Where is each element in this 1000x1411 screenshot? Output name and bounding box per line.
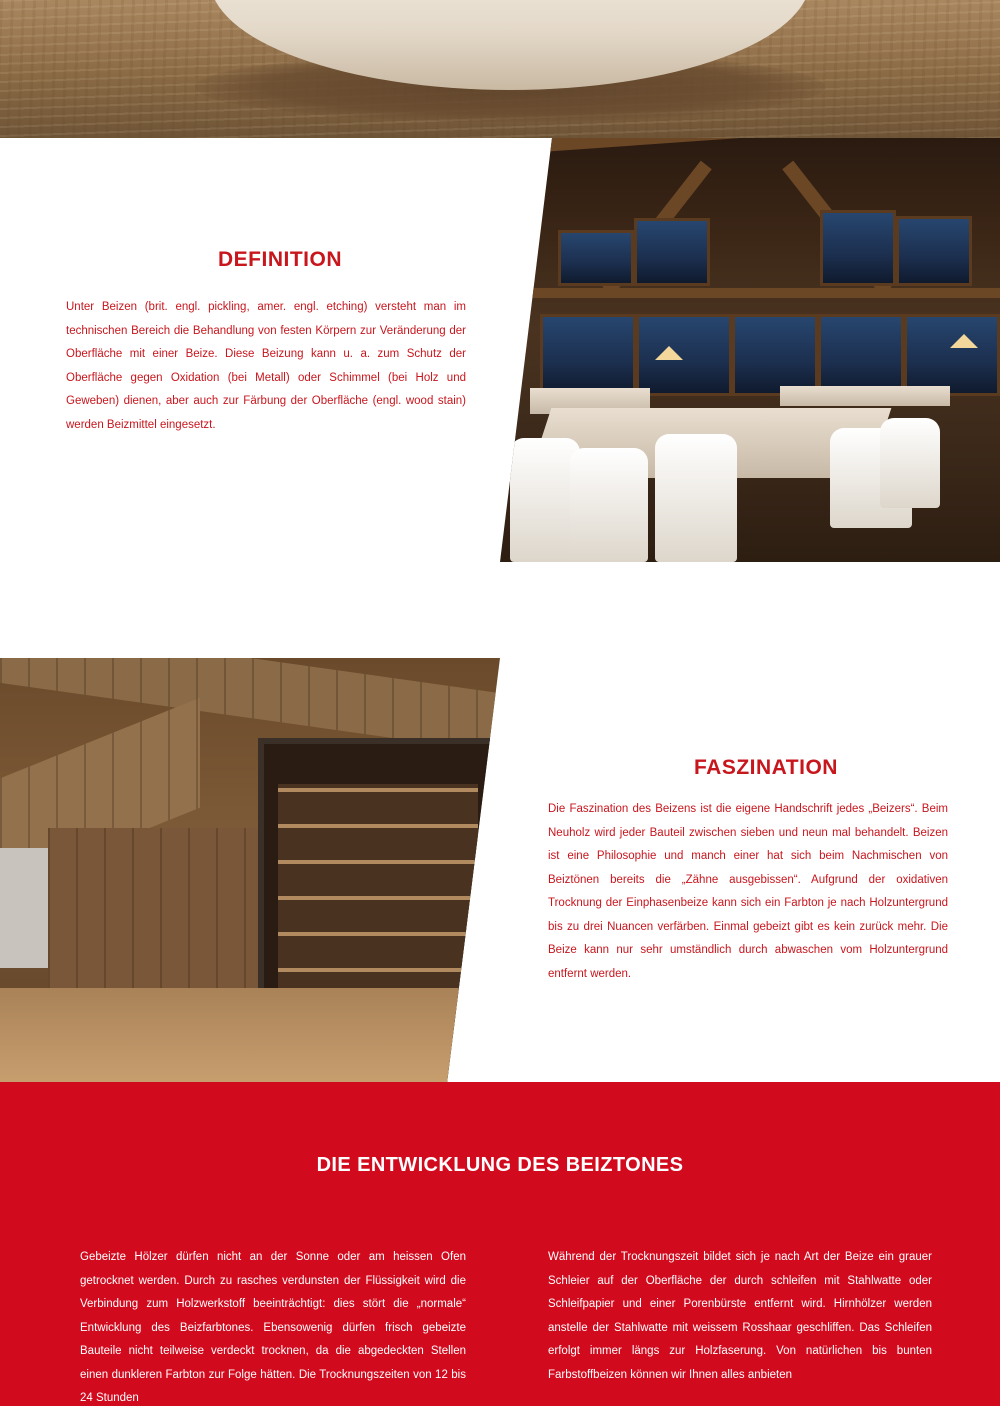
- wine-cellar-photo: [0, 658, 500, 1083]
- entwicklung-paragraph-left: Gebeizte Hölzer dürfen nicht an der Sonne oder am heissen Ofen getrocknet werden. Durch zu rasches verdunsten der Flüssigkeit wird die Verbindung zum Holzwerkstoff beeinträchtigt: dies stört die „normale“ Entwicklung des Beizfarbtones. Ebensowenig dürfen frisch gebeizte Bauteile nicht teilweise verdeckt trocknen, da die abgedeckten Stellen einen dunkleren Farbton zur Folge hätten. Die Trocknungszeiten von 12 bis 24 Stunden: [80, 1251, 466, 1404]
- faszination-paragraph: Die Faszination des Beizens ist die eigene Handschrift jedes „Beizers“. Beim Neuholz wird jeder Bauteil zwischen sieben und neun mal behandelt. Beizen ist eine Philosophie und manch einer hat sich beim Nachmischen von Beiztönen bereits die „Zähne ausgebissen“. Aufgrund der oxidativen Trocknung der Einphasenbeize kann sich ein Farbton je nach Holzuntergrund bis zu drei Nuancen verfärben. Einmal gebeizt gibt es kein zurück mehr. Die Beize kann nur sehr umständlich durch abwaschen vom Holzuntergrund entfernt werden.: [548, 803, 948, 980]
- table: [780, 386, 950, 406]
- window: [904, 314, 1000, 396]
- chair: [570, 448, 648, 562]
- upper-window: [558, 230, 634, 286]
- faszination-heading: FASZINATION: [694, 756, 838, 779]
- window: [540, 314, 636, 396]
- ceiling-beam: [530, 288, 1000, 298]
- upper-window: [634, 218, 710, 286]
- lamp: [950, 334, 978, 348]
- restaurant-interior-photo: [500, 138, 1000, 562]
- definition-heading: DEFINITION: [218, 248, 342, 271]
- entwicklung-paragraph-right: Während der Trocknungszeit bildet sich je nach Art der Beize ein grauer Schleier auf der Oberfläche der durch schleifen mit Stahlwatte oder Schleifpapier und einer Porenbürste entfernt wird. Hirnhölzer werden anstelle der Stahlwatte mit weissem Rosshaar geschliffen. Das Schleifen erfolgt immer längs zur Holzfaserung. Von natürlichen bis bunten Farbstoffbeizen können wir Ihnen alles anbieten: [548, 1251, 932, 1381]
- upper-window: [896, 216, 972, 286]
- top-wood-photo: [0, 0, 1000, 138]
- upper-window: [820, 210, 896, 286]
- window: [732, 314, 818, 396]
- doorway: [0, 848, 48, 968]
- wood-floor: [0, 988, 500, 1083]
- lamp: [655, 346, 683, 360]
- window: [818, 314, 904, 396]
- definition-paragraph: Unter Beizen (brit. engl. pickling, amer. engl. etching) versteht man im technischen Bereich die Behandlung von festen Körpern zur Veränderung der Oberfläche mit einer Beize. Diese Beizung kann u. a. zum Schutz der Oberfläche gegen Oxidation (bei Metall) oder Schimmel (bei Holz und Geweben) dienen, aber auch zur Färbung der Oberfläche (engl. wood stain) werden Beizmittel eingesetzt.: [66, 301, 466, 431]
- window: [636, 314, 732, 396]
- chair: [880, 418, 940, 508]
- roof-beam: [540, 138, 1000, 152]
- chair: [655, 434, 737, 562]
- entwicklung-heading: DIE ENTWICKLUNG DES BEIZTONES: [316, 1154, 684, 1176]
